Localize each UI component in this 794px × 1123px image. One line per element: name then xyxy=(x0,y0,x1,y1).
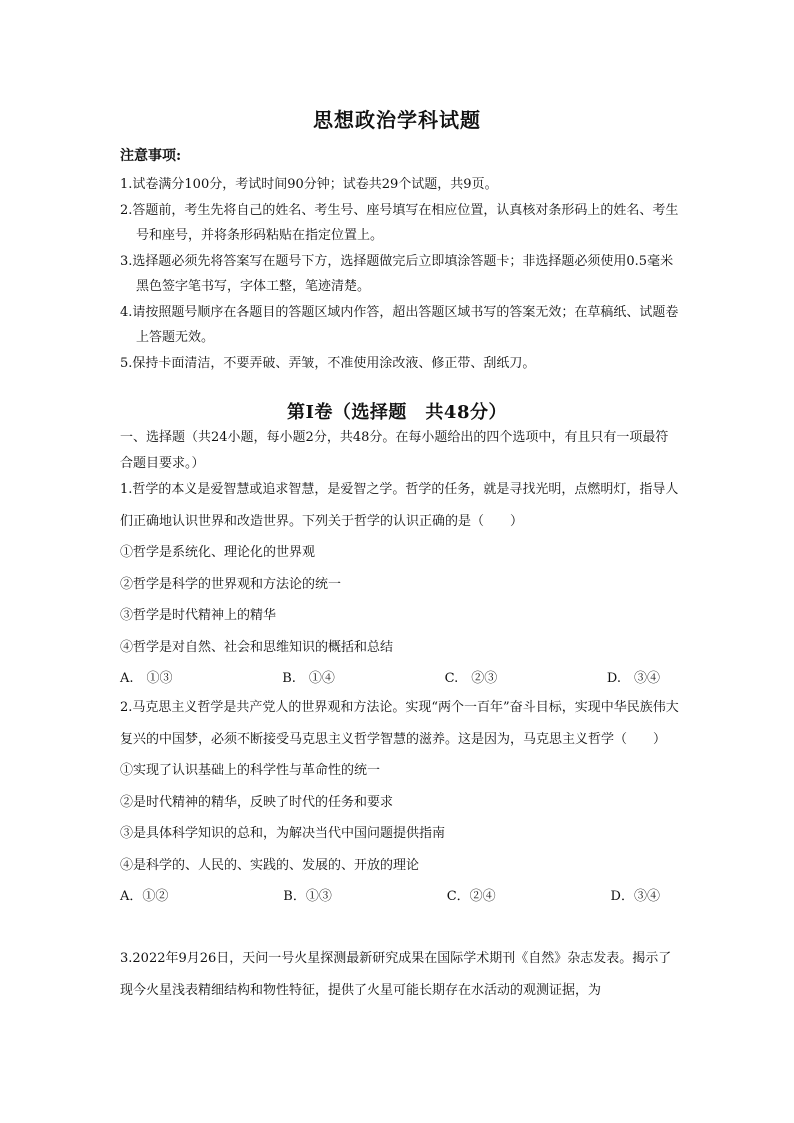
answer-choices xyxy=(120,881,660,913)
choice-d[interactable]: D. ③④ xyxy=(606,671,660,686)
notice-item: 5.保持卡面清洁，不要弄破、弄皱，不准使用涂改液、修正带、刮纸刀。 xyxy=(120,355,536,371)
notice-item: 3.选择题必须先将答案写在题号下方，选择题做完后立即填涂答题卡；非选择题必须使用0.5毫米黑色签字笔书写，字体工整，笔迹清楚。 xyxy=(120,253,674,294)
section-instruction xyxy=(120,425,680,477)
statement-option: ④哲学是对自然、社会和思维知识的概括和总结 xyxy=(120,639,394,655)
statement-option: ④是科学的、人民的、实践的、发展的、开放的理论 xyxy=(120,857,420,873)
choice-c[interactable]: C．②④ xyxy=(446,889,496,904)
choice-a[interactable]: A. ①③ xyxy=(120,671,173,686)
choice-a[interactable]: A．①② xyxy=(120,889,169,904)
exam-title: 思想政治学科试题 xyxy=(313,108,481,132)
choice-c[interactable]: C. ②③ xyxy=(444,671,498,686)
question-2 xyxy=(120,692,680,913)
question-1 xyxy=(120,474,680,695)
statement-option: ③哲学是时代精神上的精华 xyxy=(120,608,277,623)
notice-list xyxy=(120,172,680,376)
question-stem: 1.哲学的本义是爱智慧或追求智慧，是爱智之学。哲学的任务，就是寻找光明，点燃明灯，指导人们正确地认识世界和改造世界。下列关于哲学的认识正确的是（ ） xyxy=(120,482,679,529)
notice-heading: 注意事项: xyxy=(120,148,182,164)
question-3 xyxy=(120,943,680,1006)
statement-option: ①哲学是系统化、理论化的世界观 xyxy=(120,545,316,560)
question-stem: 2.马克思主义哲学是共产党人的世界观和方法论。实现“两个一百年”奋斗目标，实现中华民族伟大复兴的中国梦，必须不断接受马克思主义哲学智慧的滋养。这是因为，马克思主义哲学（ ） xyxy=(120,700,679,747)
part-title: 第Ⅰ卷（选择题 共48分） xyxy=(287,402,507,423)
choice-b[interactable]: B. ①④ xyxy=(282,671,335,686)
statement-option: ③是具体科学知识的总和，为解决当代中国问题提供指南 xyxy=(120,826,446,841)
notice-item: 1.试卷满分100分，考试时间90分钟；试卷共29个试题，共9页。 xyxy=(120,177,498,192)
statement-option: ①实现了认识基础上的科学性与革命性的统一 xyxy=(120,763,381,778)
choice-d[interactable]: D．③④ xyxy=(610,889,660,904)
answer-choices xyxy=(120,663,660,695)
statement-option: ②哲学是科学的世界观和方法论的统一 xyxy=(120,576,342,592)
question-stem: 3.2022年9月26日，天问一号火星探测最新研究成果在国际学术期刊《自然》杂志发表。揭示了现今火星浅表精细结构和物性特征，提供了火星可能长期存在水活动的观测证据，为 xyxy=(120,951,672,998)
choice-b[interactable]: B．①③ xyxy=(283,889,332,904)
notice-item: 4.请按照题号顺序在各题目的答题区域内作答，超出答题区域书写的答案无效；在草稿纸、试题卷上答题无效。 xyxy=(120,304,679,345)
notice-item: 2.答题前，考生先将自己的姓名、考生号、座号填写在相应位置，认真核对条形码上的姓名、考生号和座号，并将条形码粘贴在指定位置上。 xyxy=(120,202,679,243)
section-instruction-text: 一、选择题（共24小题，每小题2分，共48分。在每小题给出的四个选项中，有且只有一项最符合题目要求。） xyxy=(120,430,669,471)
statement-option: ②是时代精神的精华，反映了时代的任务和要求 xyxy=(120,794,394,810)
